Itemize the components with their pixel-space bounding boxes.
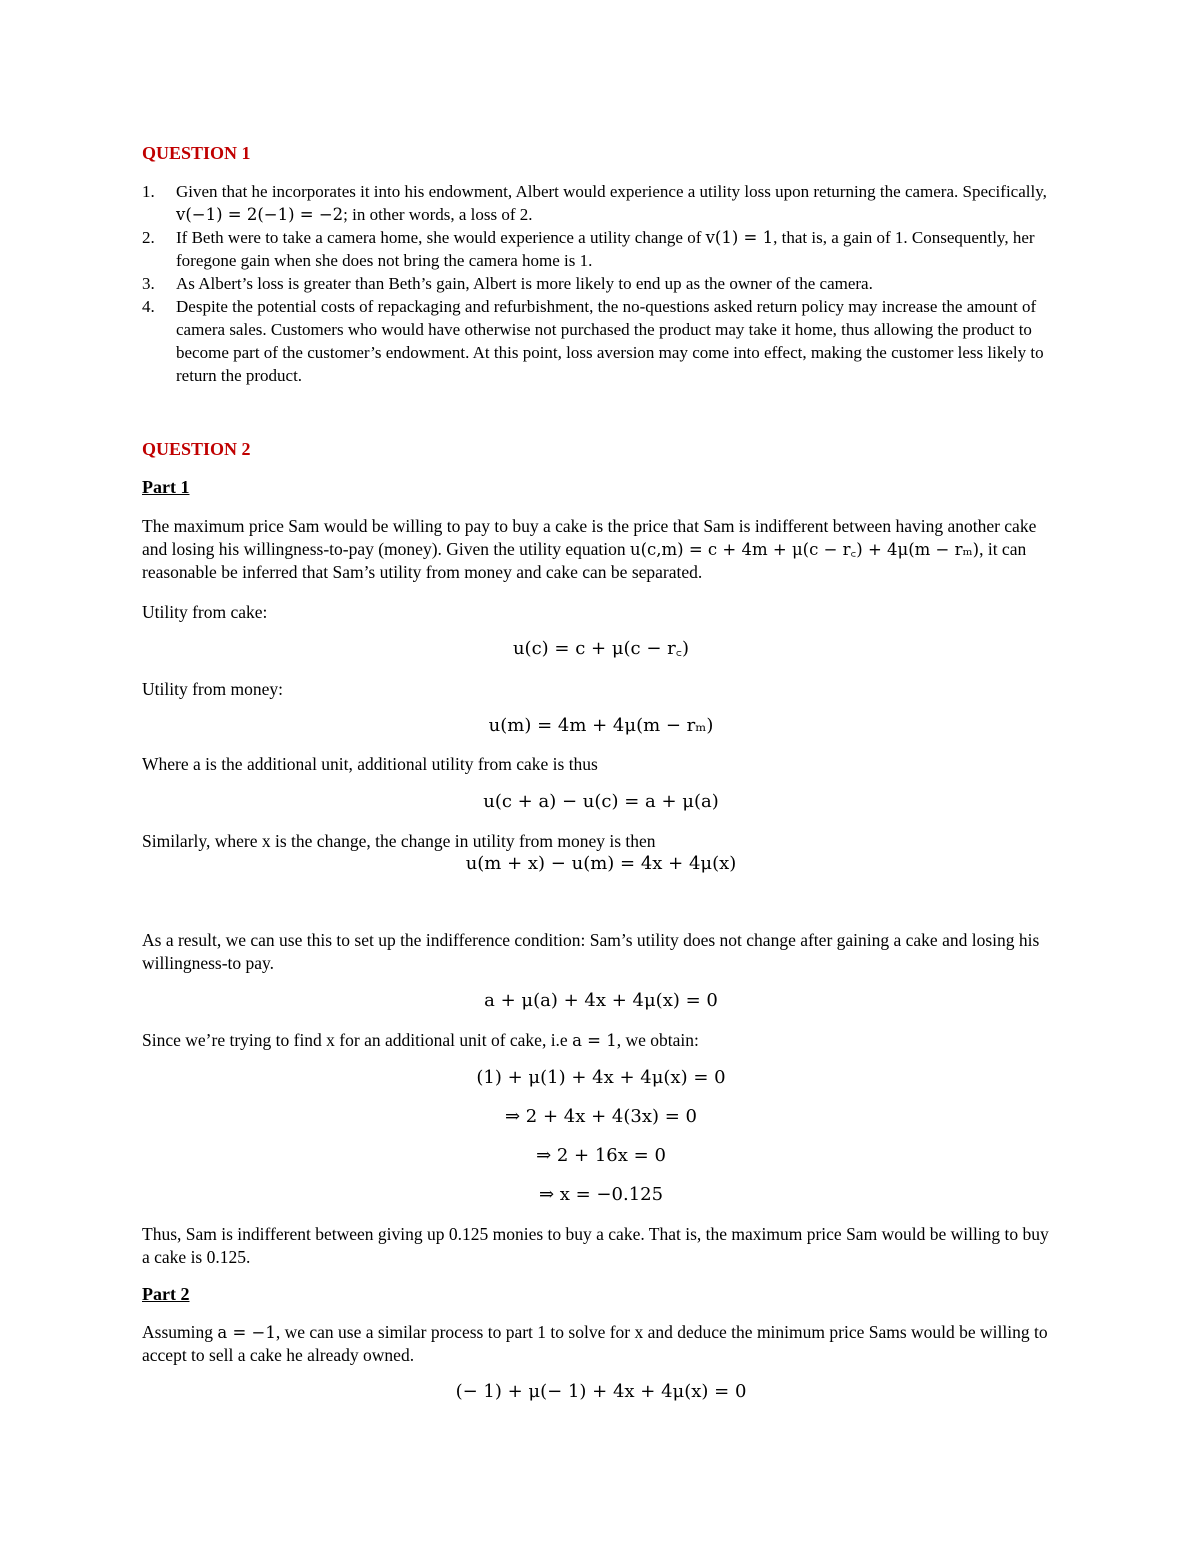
- cake-utility-equation: u(c) = c + μ(c − r꜀): [512, 638, 690, 659]
- part-2-heading: Part 2: [142, 1284, 190, 1304]
- list-item-text: ; in other words, a loss of 2.: [343, 205, 533, 224]
- paragraph-text: , it can reasonable be inferred that Sam’s utility from money and cake can be separated.: [142, 539, 1027, 582]
- part-2-equation: (− 1) + μ(− 1) + 4x + 4μ(x) = 0: [455, 1381, 747, 1402]
- list-item-number: 4.: [142, 297, 155, 316]
- indifference-equation: a + μ(a) + 4x + 4μ(x) = 0: [484, 990, 718, 1011]
- inline-math: u(c,m) = c + 4m + μ(c − r꜀) + 4μ(m − rₘ): [629, 540, 980, 559]
- since-paragraph: [142, 1029, 1060, 1052]
- money-change-equation: u(m + x) − u(m) = 4x + 4μ(x): [465, 853, 737, 874]
- list-item-number: 1.: [142, 182, 155, 201]
- list-item-number: 2.: [142, 228, 155, 247]
- paragraph-text: Since we’re trying to find x for an additional unit of cake, i.e: [142, 1030, 573, 1050]
- money-utility-equation: u(m) = 4m + 4μ(m − rₘ): [488, 715, 714, 736]
- list-item-text: As Albert’s loss is greater than Beth’s gain, Albert is more likely to end up as the owner of the camera.: [176, 274, 873, 293]
- question-2-heading: QUESTION 2: [142, 439, 251, 459]
- paragraph-text: , we obtain:: [616, 1030, 699, 1050]
- money-utility-label: Utility from money:: [142, 679, 283, 699]
- inline-math: v(1) = 1: [705, 228, 774, 247]
- list-item: [142, 226, 1060, 272]
- inline-math: a = −1: [217, 1323, 276, 1342]
- additional-utility-text: Where a is the additional unit, additional utility from cake is thus: [142, 754, 598, 774]
- paragraph-text: Assuming: [142, 1322, 218, 1342]
- list-item: [142, 272, 1060, 295]
- paragraph-text: The maximum price Sam would be willing to pay to buy a cake is the price that Sam is indifferent between having another cake and losing his willingness-to-pay (money). Given the utility equation: [142, 516, 1037, 559]
- inline-math: a = 1: [572, 1031, 617, 1050]
- paragraph-text: , we can use a similar process to part 1 to solve for x and deduce the minimum price Sams would be willing to accept to sell a cake he already owned.: [142, 1322, 1048, 1365]
- cake-utility-label: Utility from cake:: [142, 602, 268, 622]
- list-item-text: If Beth were to take a camera home, she would experience a utility change of: [176, 228, 706, 247]
- part-1-heading: Part 1: [142, 477, 190, 497]
- solution-step: ⇒ x = −0.125: [538, 1184, 664, 1205]
- list-item-text: , that is, a gain of 1. Consequently, her foregone gain when she does not bring the camera home is 1.: [176, 228, 1035, 270]
- question-1-heading: QUESTION 1: [142, 143, 251, 163]
- indifference-paragraph: As a result, we can use this to set up the indifference condition: Sam’s utility does not change after gaining a cake and losing his willingness-to pay.: [142, 930, 1040, 973]
- part-1-intro-paragraph: [142, 515, 1060, 584]
- part-2-paragraph: [142, 1321, 1060, 1367]
- inline-math: v(−1) = 2(−1) = −2: [176, 205, 344, 224]
- list-item: [142, 295, 1060, 387]
- list-item-text: Given that he incorporates it into his endowment, Albert would experience a utility loss upon returning the camera. Specifically,: [176, 182, 1047, 201]
- part-1-conclusion: Thus, Sam is indifferent between giving up 0.125 monies to buy a cake. That is, the maximum price Sam would be willing to buy a cake is 0.125.: [142, 1224, 1049, 1267]
- additional-utility-equation: u(c + a) − u(c) = a + μ(a): [483, 791, 719, 812]
- list-item: [142, 180, 1060, 226]
- solution-step: ⇒ 2 + 16x = 0: [536, 1145, 666, 1166]
- money-change-text: Similarly, where x is the change, the change in utility from money is then: [142, 831, 656, 851]
- solution-step: (1) + μ(1) + 4x + 4μ(x) = 0: [476, 1067, 726, 1088]
- list-item-text: Despite the potential costs of repackaging and refurbishment, the no-questions asked return policy may increase the amount of camera sales. Customers who would have otherwise not purchased the product may take it home, thus allowing the product to become part of the customer’s endowment. At this point, loss aversion may come into effect, making the customer less likely to return the product.: [176, 297, 1044, 385]
- list-item-number: 3.: [142, 274, 155, 293]
- question-1-list: [142, 180, 1060, 387]
- solution-step: ⇒ 2 + 4x + 4(3x) = 0: [505, 1106, 697, 1127]
